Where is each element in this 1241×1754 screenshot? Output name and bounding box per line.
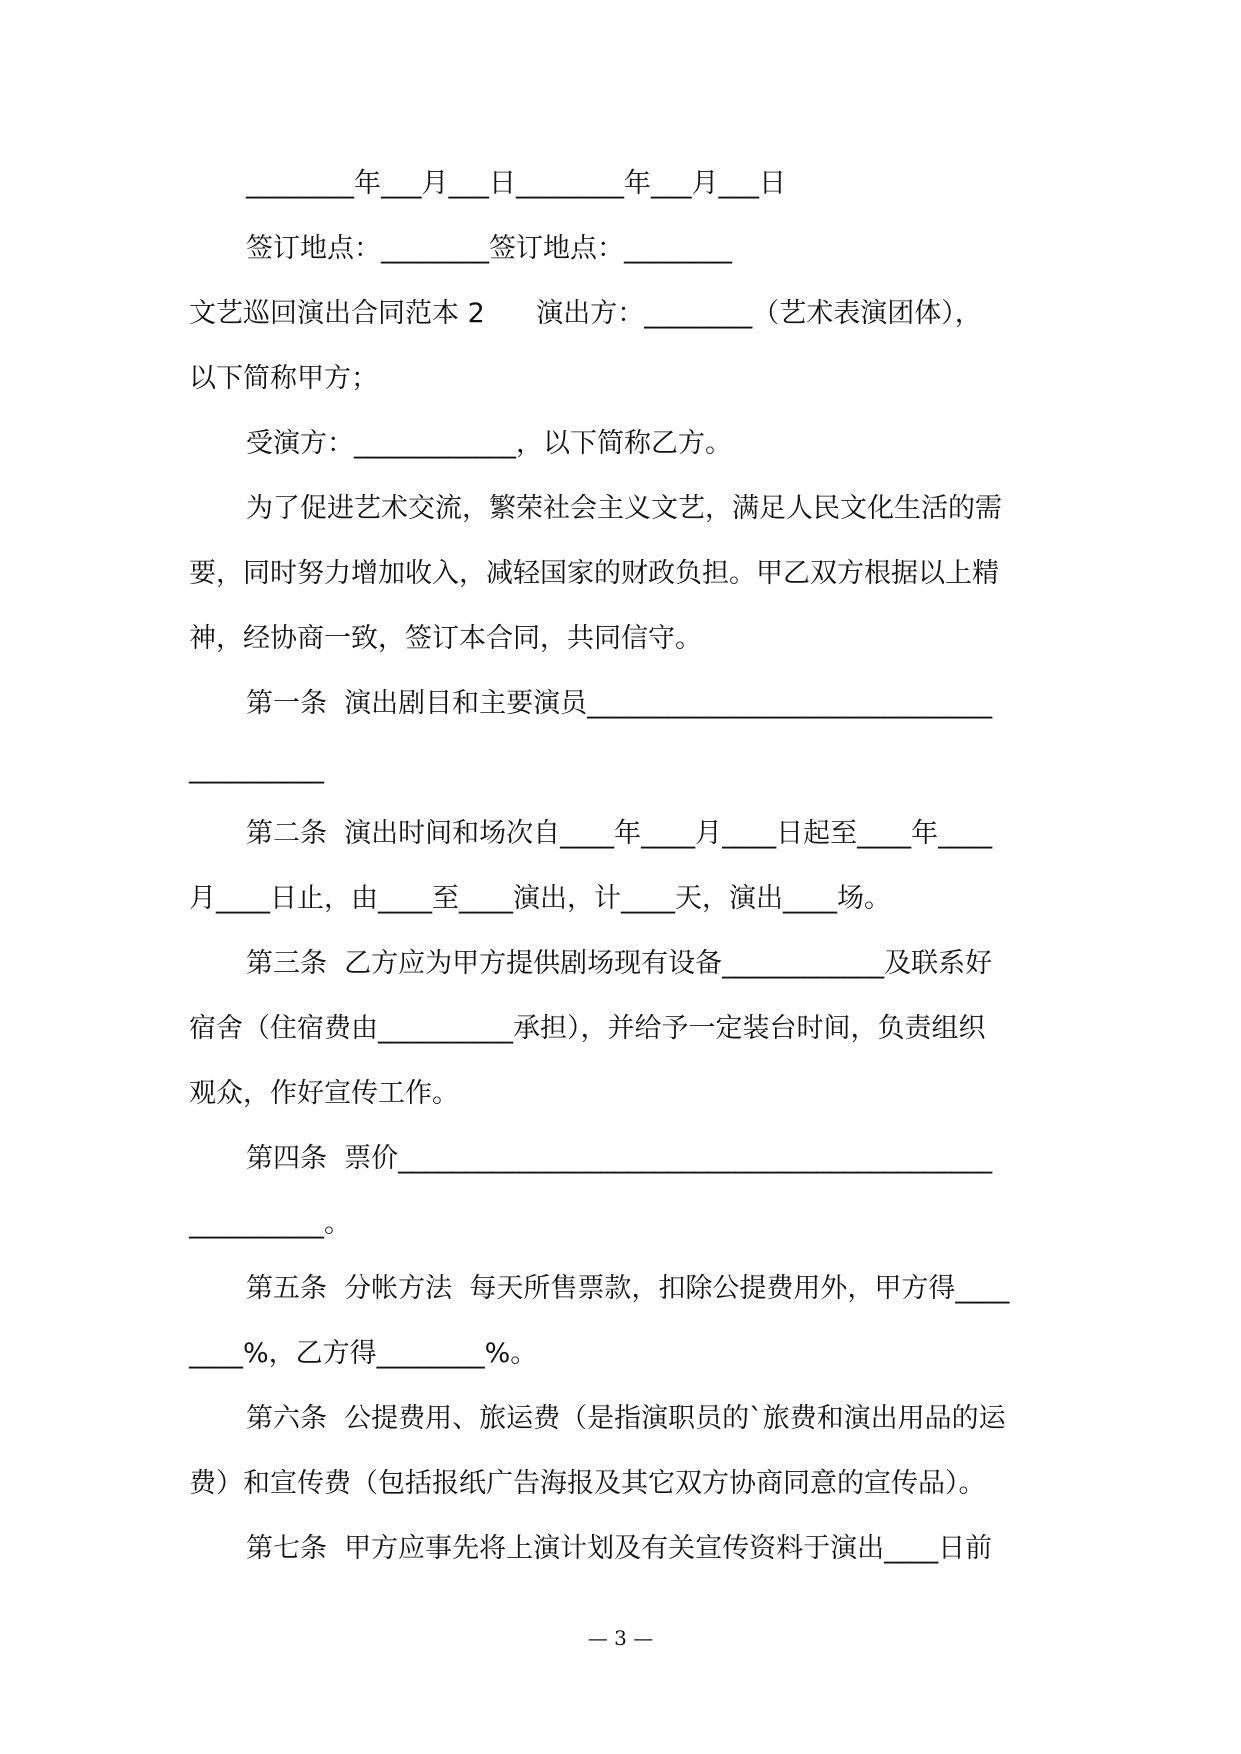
signing-place-line: 签订地点：________签订地点：________ (246, 233, 732, 264)
signing-date-line: ________年___月___日________年___月___日 (246, 168, 786, 199)
article-3-line-1: 第三条 乙方应为甲方提供剧场现有设备____________及联系好 (246, 948, 993, 979)
article-1-line-1: 第一条 演出剧目和主要演员______________________________ (246, 688, 993, 719)
preamble-line-1: 为了促进艺术交流，繁荣社会主义文艺，满足人民文化生活的需 (246, 493, 1002, 524)
article-6-line-2: 费）和宣传费（包括报纸广告海报及其它双方协商同意的宣传品）。 (189, 1468, 986, 1499)
party-a-line: 以下简称甲方； (189, 363, 378, 394)
article-3-line-2: 宿舍（住宿费由__________承担），并给予一定装台时间，负责组织 (189, 1013, 986, 1044)
page-number: — 3 — (587, 1626, 654, 1650)
article-1-line-2: __________ (189, 753, 324, 784)
article-5-line-1: 第五条 分帐方法 每天所售票款，扣除公提费用外，甲方得____ (246, 1273, 1010, 1304)
article-5-line-2: ____%，乙方得________%。 (189, 1338, 538, 1369)
article-2-line-1: 第二条 演出时间和场次自____年____月____日起至____年____ (246, 818, 993, 849)
article-2-line-2: 月____日止，由____至____演出，计____天，演出____场。 (189, 883, 891, 914)
template-title-line: 文艺巡回演出合同范本 2 演出方：________（艺术表演团体）， (189, 298, 982, 329)
preamble-line-2: 要，同时努力增加收入，减轻国家的财政负担。甲乙双方根据以上精 (189, 558, 999, 589)
article-4-line-1: 第四条 票价____________________________________________ (246, 1143, 993, 1174)
article-6-line-1: 第六条 公提费用、旅运费（是指演职员的`旅费和演出用品的运 (246, 1403, 1006, 1434)
article-7-line-1: 第七条 甲方应事先将上演计划及有关宣传资料于演出____日前 (246, 1533, 993, 1564)
article-4-line-2: __________。 (189, 1208, 351, 1239)
preamble-line-3: 神，经协商一致，签订本合同，共同信守。 (189, 623, 702, 654)
article-3-line-3: 观众，作好宣传工作。 (189, 1078, 459, 1109)
party-b-line: 受演方：____________，以下简称乙方。 (246, 428, 732, 459)
